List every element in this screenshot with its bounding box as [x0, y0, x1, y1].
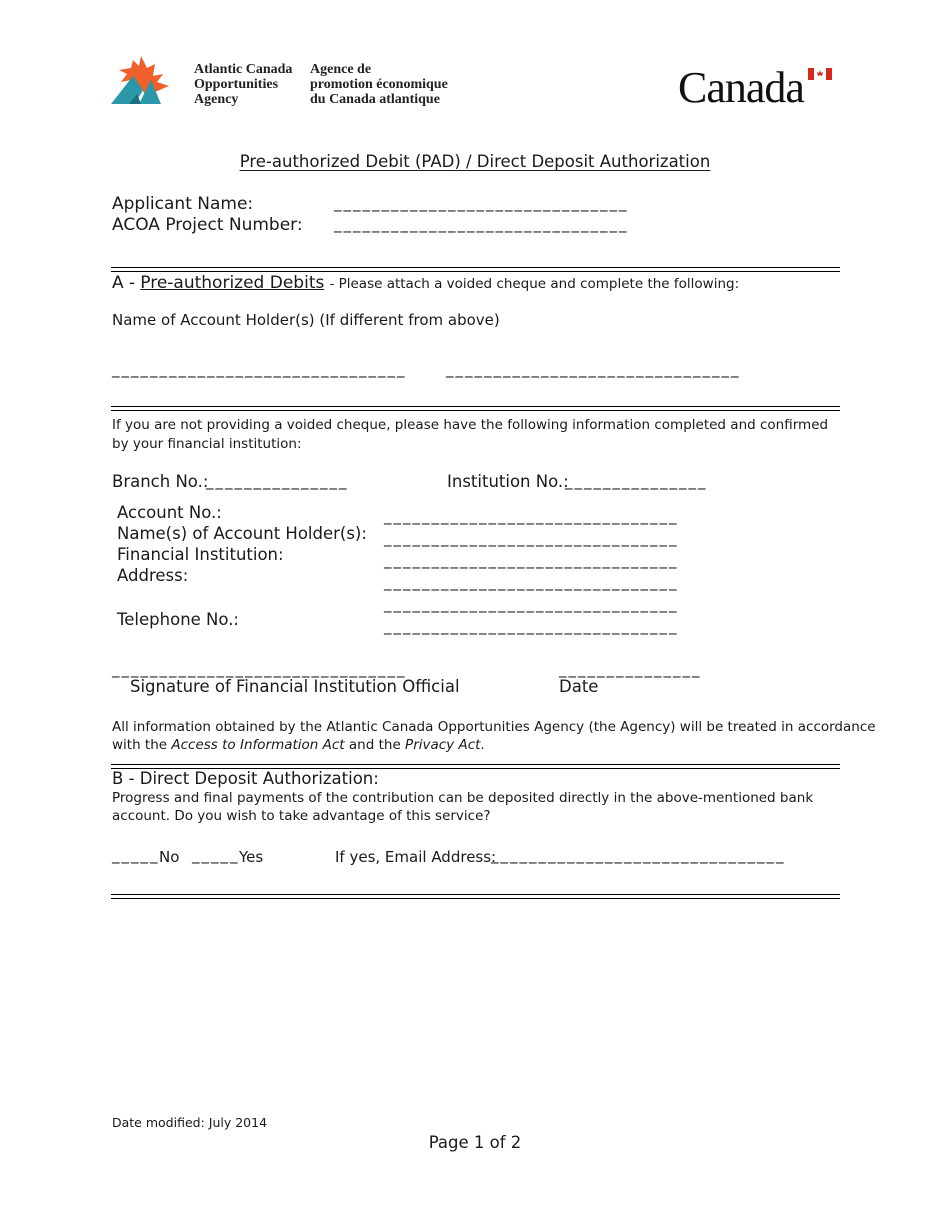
- telephone-field[interactable]: _______________________________: [384, 617, 679, 635]
- section-divider: [111, 267, 840, 272]
- address-field-2[interactable]: _______________________________: [384, 595, 679, 613]
- branch-field[interactable]: _______________: [206, 472, 349, 490]
- address-field-1[interactable]: _______________________________: [384, 573, 679, 591]
- branch-label: Branch No.:: [112, 472, 209, 491]
- financial-institution-label: Financial Institution:: [117, 545, 284, 564]
- yes-field[interactable]: _____: [192, 846, 240, 864]
- project-number-label: ACOA Project Number:: [112, 215, 303, 235]
- date-label: Date: [559, 677, 599, 696]
- email-field[interactable]: _______________________________: [491, 846, 786, 864]
- account-number-field[interactable]: _______________________________: [384, 507, 679, 525]
- section-b-heading: B - Direct Deposit Authorization:: [112, 769, 379, 788]
- project-number-field[interactable]: _______________________________: [334, 215, 629, 233]
- page-number: Page 1 of 2: [428, 1133, 522, 1152]
- section-a-heading: A - Pre-authorized Debits - Please attach a voided cheque and complete the following:: [112, 273, 740, 293]
- account-holders-field[interactable]: _______________________________: [384, 529, 679, 547]
- section-b-text: Progress and final payments of the contribution can be deposited directly in the above-mentioned bank account. Do you wish to take advantage of this service?: [112, 790, 814, 824]
- acoa-maple-leaf-logo-icon: [111, 54, 181, 106]
- canada-wordmark: Canada: [678, 62, 804, 113]
- account-holders-label: Name(s) of Account Holder(s):: [117, 524, 367, 543]
- account-number-label: Account No.:: [117, 503, 222, 522]
- account-holder-field-2[interactable]: _______________________________: [446, 360, 741, 378]
- privacy-notice: All information obtained by the Atlantic Canada Opportunities Agency (the Agency) will be treated in accordance with the Access to Information Act and the Privacy Act.: [112, 719, 876, 753]
- section-divider: [111, 894, 840, 899]
- signature-field[interactable]: _______________________________: [112, 660, 407, 678]
- acoa-logo: [111, 54, 181, 106]
- canada-flag-icon: [808, 68, 832, 80]
- no-field[interactable]: _____: [112, 846, 160, 864]
- agency-name-en: Atlantic Canada Opportunities Agency: [194, 62, 293, 107]
- email-label: If yes, Email Address:: [335, 848, 497, 866]
- applicant-name-field[interactable]: _______________________________: [334, 194, 629, 212]
- telephone-label: Telephone No.:: [117, 610, 239, 629]
- account-holder-label: Name of Account Holder(s) (If different from above): [112, 311, 500, 329]
- financial-institution-field[interactable]: _______________________________: [384, 551, 679, 569]
- section-divider: [111, 406, 840, 411]
- no-label: No: [159, 848, 180, 866]
- address-label: Address:: [117, 566, 189, 585]
- institution-field[interactable]: _______________: [565, 472, 708, 490]
- no-cheque-text: If you are not providing a voided cheque, please have the following information completed and confirmed by your financial institution:: [112, 417, 829, 452]
- account-holder-field-1[interactable]: _______________________________: [112, 360, 407, 378]
- yes-label: Yes: [239, 848, 264, 866]
- date-modified: Date modified: July 2014: [112, 1115, 268, 1130]
- signature-date-field[interactable]: _______________: [559, 660, 702, 678]
- form-title: Pre-authorized Debit (PAD) / Direct Deposit Authorization: [239, 152, 711, 171]
- applicant-name-label: Applicant Name:: [112, 194, 254, 214]
- signature-label: Signature of Financial Institution Official: [130, 677, 460, 696]
- institution-label: Institution No.:: [447, 472, 569, 491]
- agency-name-fr: Agence de promotion économique du Canada atlantique: [310, 62, 448, 107]
